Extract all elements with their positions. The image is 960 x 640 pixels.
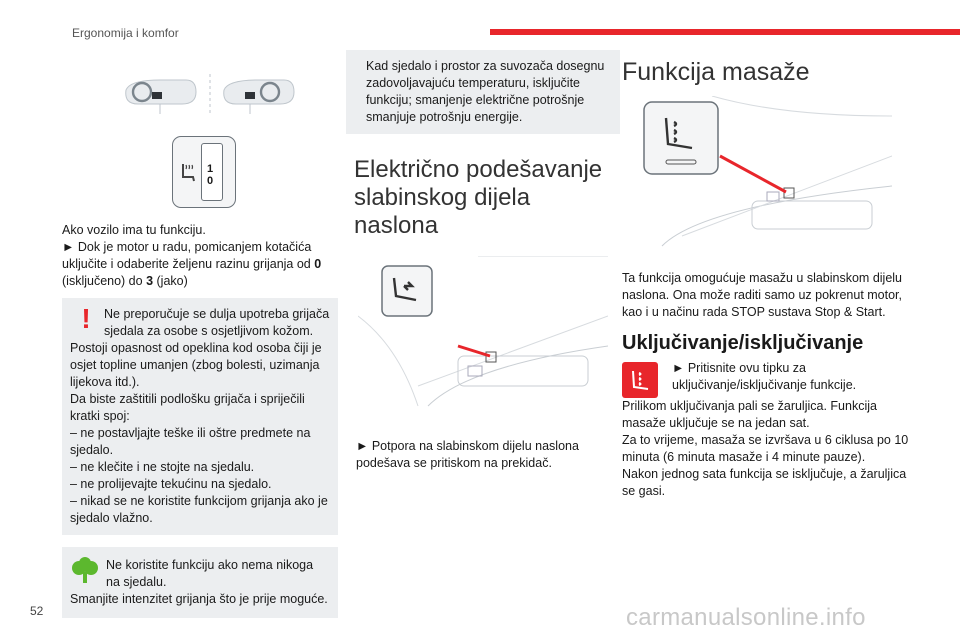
massage-button-instruction	[622, 360, 918, 398]
warning-line: – ne prolijevajte tekućinu na sjedalo.	[70, 477, 272, 491]
dial-level-1: 1	[207, 163, 214, 175]
dial-level-0: 0	[207, 175, 214, 187]
warning-line: – ne klečite i ne stojte na sjedalu.	[70, 460, 255, 474]
button-instruction-text: ► Pritisnite ovu tipku za uključivanje/isključivanje funkcije.	[672, 361, 857, 392]
column-middle	[346, 50, 620, 472]
column-right	[622, 50, 918, 500]
massage-button-icon[interactable]	[622, 362, 658, 398]
warning-icon: !	[81, 303, 91, 334]
lumbar-instruction: ► Potpora na slabinskom dijelu naslona podešava se pritiskom na prekidač.	[356, 439, 579, 470]
massage-detail: Za to vrijeme, masaža se izvršava u 6 ciklusa po 10 minuta (6 minuta masaže i 4 minute pauze).	[622, 433, 909, 464]
warning-line: Postoji opasnost od opeklina kod osoba čiji je osjet topline umanjen (zbog bolesti, uzimanja lijekova itd.).	[70, 341, 322, 389]
intro-line: Ako vozilo ima tu funkciju.	[62, 223, 206, 237]
massage-description: Ta funkcija omogućuje masažu u slabinskom dijelu naslona. Ona može raditi samo uz pokrenut motor, kao i u načinu rada STOP sustava Stop & Start.	[622, 271, 903, 319]
eco-info-text: Kad sjedalo i prostor za suvozača dosegnu zadovoljavajuću temperaturu, isključite funkciju; smanjenje električne potrošnje smanjuje potrošnju energije.	[366, 59, 605, 124]
massage-detail: Nakon jednog sata funkcija se isključuje, a žaruljica se gasi.	[622, 467, 907, 498]
header-accent-bar	[490, 29, 960, 35]
page-number: 52	[30, 604, 44, 618]
heated-seat-icon	[179, 161, 197, 185]
massage-detail: Prilikom uključivanja pali se žaruljica. Funkcija masaže uključuje se na jedan sat.	[622, 399, 877, 430]
warning-line: – nikad se ne koristite funkcijom grijanja ako je sjedalo vlažno.	[70, 494, 328, 525]
massage-section-title: Funkcija masaže	[622, 58, 810, 86]
warning-line: Da biste zaštitili podlošku grijača i spriječili kratki spoj:	[70, 392, 305, 423]
seat-heating-dial[interactable]	[172, 136, 236, 208]
eco-tip-box	[62, 547, 338, 618]
massage-illustration	[622, 96, 892, 256]
watermark: carmanualsonline.info	[626, 604, 866, 631]
on-off-subtitle: Uključivanje/isključivanje	[622, 332, 864, 354]
steering-position-illustration	[120, 74, 300, 124]
heating-instruction: ► Dok je motor u radu, pomicanjem kotačića uključite i odaberite željenu razinu grijanja od 0 (isključeno) do 3 (jako)	[62, 240, 322, 288]
eco-info-box	[346, 50, 620, 134]
eco-tree-icon	[70, 557, 100, 585]
lumbar-section-title: Električno podešavanje slabinskog dijela naslona	[354, 156, 603, 239]
eco-tip-line: Smanjite intenzitet grijanja što je prije moguće.	[70, 592, 328, 606]
warning-box	[62, 298, 338, 535]
eco-tip-line: Ne koristite funkciju ako nema nikoga na sjedalu.	[106, 558, 314, 589]
lumbar-adjust-illustration	[358, 256, 608, 416]
header-section-title: Ergonomija i komfor	[72, 26, 179, 40]
warning-line: – ne postavljajte teške ili oštre predmete na sjedalo.	[70, 426, 311, 457]
warning-line: Ne preporučuje se dulja upotreba grijača sjedala za osobe s osjetljivom kožom.	[104, 307, 330, 338]
column-left	[62, 60, 338, 618]
